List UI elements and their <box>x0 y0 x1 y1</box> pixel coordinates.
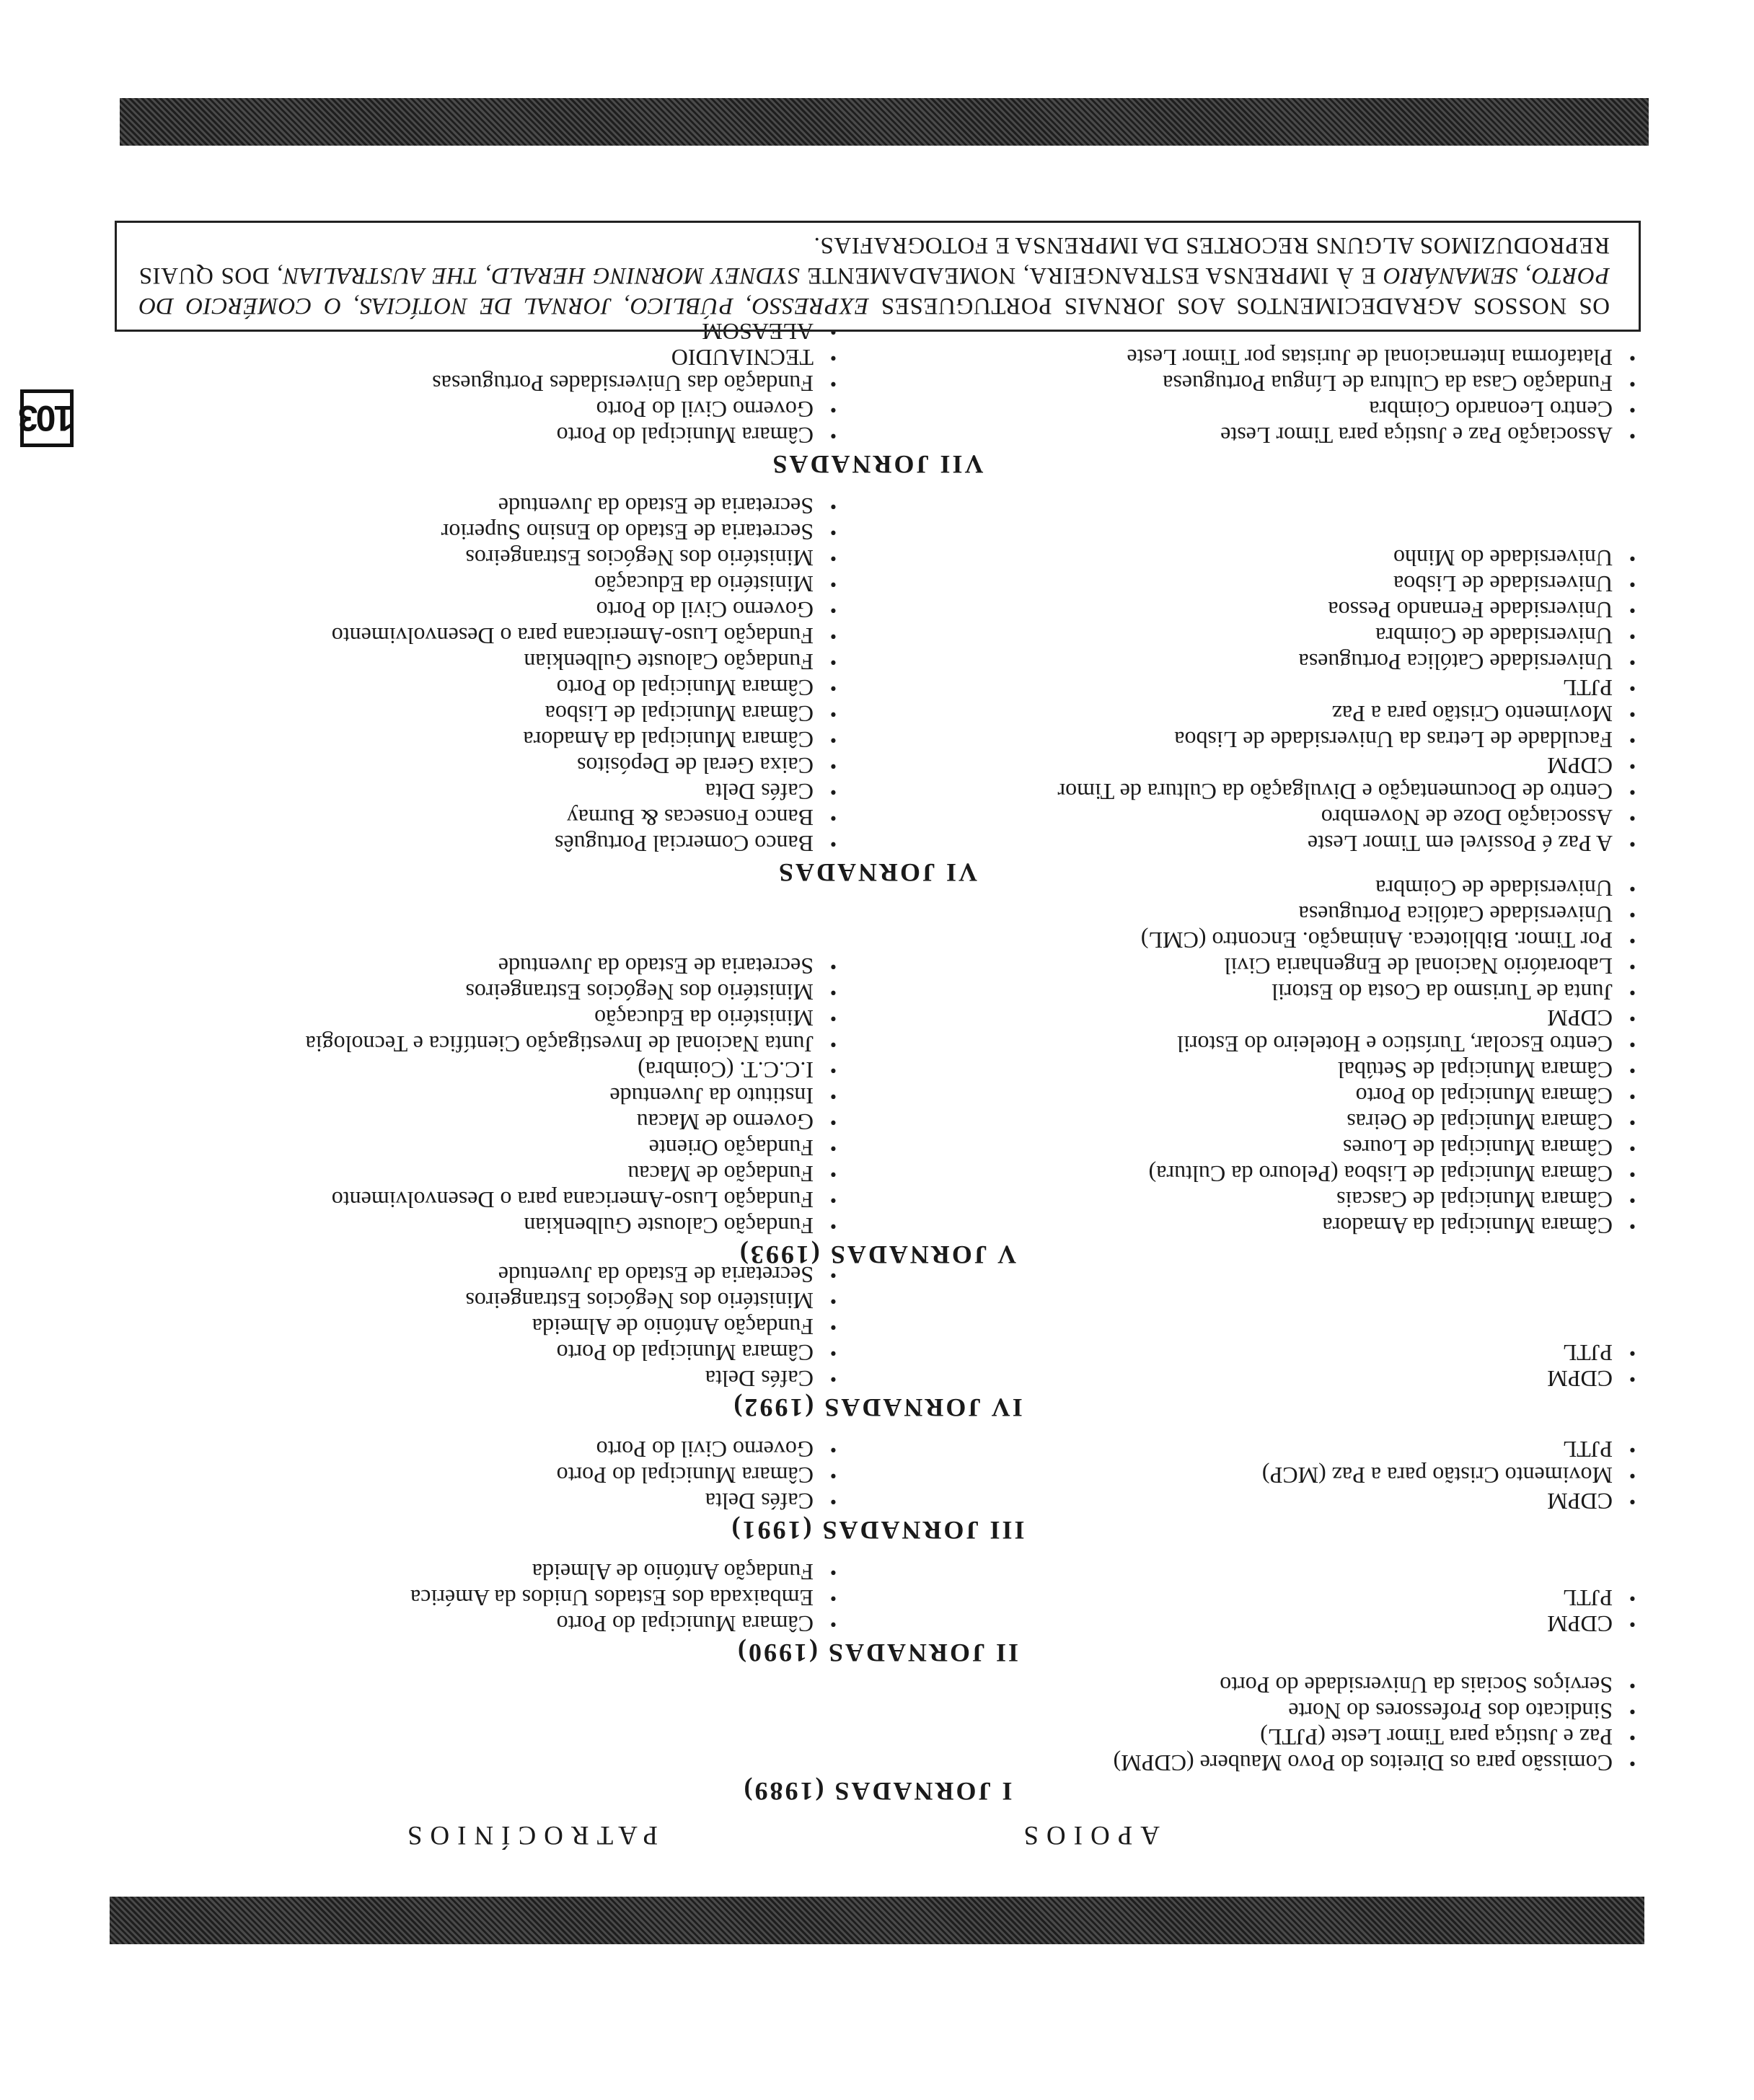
list-item: • Governo Civil do Porto <box>432 397 838 423</box>
list-item: • Caixa Geral de Depósitos <box>332 753 838 779</box>
apoios-list-vii <box>1127 345 1637 449</box>
section-title-ii: II JORNADAS (1990) <box>736 1638 1019 1667</box>
apoios-list-ii <box>1547 1585 1637 1637</box>
list-item: • Centro de Documentação e Divulgação da Cultura de Timor <box>1057 779 1637 805</box>
list-item: • Câmara Municipal do Porto <box>465 1340 838 1366</box>
list-item: • Câmara Municipal de Lisboa <box>332 701 838 727</box>
list-item: • Câmara Municipal de Oeiras <box>1141 1109 1637 1135</box>
patrocinios-list-ii <box>410 1559 838 1637</box>
list-item: • Plataforma Internacional de Juristas por Timor Leste <box>1127 345 1637 371</box>
patrocinios-list-iii <box>557 1437 838 1514</box>
list-item: • Sindicato dos Professores do Norte <box>1114 1698 1637 1724</box>
list-item: • Câmara Municipal do Porto <box>432 423 838 449</box>
list-item: • Câmara Municipal do Porto <box>1141 1083 1637 1109</box>
list-item: • Universidade Fernando Pessoa <box>1057 597 1637 623</box>
list-item: • Cafés Delta <box>557 1488 838 1514</box>
list-item: • Centro Escolar, Turístico e Hoteleiro do Estoril <box>1141 1031 1637 1057</box>
list-item: • Câmara Municipal da Amadora <box>1141 1213 1637 1239</box>
list-item: • Universidade Católica Portuguesa <box>1057 649 1637 675</box>
list-item: • Laboratório Nacional de Engenharia Civil <box>1141 953 1637 979</box>
list-item: • Paz e Justiça para Timor Leste (PJTL) <box>1114 1724 1637 1750</box>
list-item: • Fundação Calouste Gulbenkian <box>306 1213 838 1239</box>
patrocinios-list-vi <box>332 493 838 857</box>
list-item: • Fundação das Universidades Portuguesas <box>432 371 838 397</box>
list-item: • Cafés Delta <box>332 779 838 805</box>
list-item: • Secretaria de Estado do Ensino Superior <box>332 519 838 545</box>
list-item: • CDPM <box>1141 1005 1637 1031</box>
list-item: • TECNIAUDIO <box>432 345 838 371</box>
list-item: • Universidade de Coimbra <box>1057 623 1637 649</box>
list-item: • Movimento Cristão para a Paz (MCP) <box>1262 1462 1637 1488</box>
list-item: • Ministério dos Negócios Estrangeiros <box>332 545 838 571</box>
list-item: • Junta Nacional de Investigação Científica e Tecnologia <box>306 1031 838 1057</box>
section-title-i: I JORNADAS (1989) <box>741 1777 1013 1806</box>
apoios-list-iii <box>1262 1437 1637 1514</box>
list-item: • Fundação Casa da Cultura de Língua Portuguesa <box>1127 371 1637 397</box>
patrocinios-heading: PATROCÍNIOS <box>399 1820 658 1850</box>
list-item: • Fundação de Macau <box>306 1161 838 1187</box>
apoios-heading: APOIOS <box>1015 1820 1160 1850</box>
patrocinios-list-v <box>306 953 838 1239</box>
list-item: • Secretaria de Estado da Juventude <box>306 953 838 979</box>
list-item: • Universidade do Minho <box>1057 545 1637 571</box>
list-item: • Por Timor. Biblioteca. Animação. Encontro (CML) <box>1141 927 1637 953</box>
list-item: • Faculdade de Letras da Universidade de Lisboa <box>1057 727 1637 753</box>
list-item: • PJTL <box>1057 675 1637 701</box>
list-item: • Governo de Macau <box>306 1109 838 1135</box>
list-item: • Secretaria de Estado da Juventude <box>465 1262 838 1288</box>
page-number: 103 <box>20 389 74 447</box>
section-title-vii: VII JORNADAS <box>770 450 984 479</box>
list-item: • Instituto da Juventude <box>306 1083 838 1109</box>
list-item: • Comissão para os Direitos do Povo Maubere (CDPM) <box>1114 1750 1637 1776</box>
list-item: • Embaixada dos Estados Unidos da América <box>410 1585 838 1611</box>
list-item: • Junta de Turismo da Costa do Estoril <box>1141 979 1637 1005</box>
list-item: • Governo Civil do Porto <box>332 597 838 623</box>
list-item: • Ministério da Educação <box>306 1005 838 1031</box>
list-item: • CDPM <box>1262 1488 1637 1514</box>
list-item: • Cafés Delta <box>465 1366 838 1392</box>
list-item: • Câmara Municipal de Lisboa (Pelouro da Cultura) <box>1141 1161 1637 1187</box>
list-item: • PJTL <box>1547 1340 1637 1366</box>
apoios-list-vi <box>1057 545 1637 857</box>
ack-text-3: DOS QUAIS REPRODUZIMOS ALGUNS RECORTES DA IMPRENSA E FOTOGRAFIAS. <box>138 232 1610 288</box>
list-item: • Câmara Municipal da Amadora <box>332 727 838 753</box>
list-item: • Universidade de Coimbra <box>1141 875 1637 901</box>
apoios-list-i <box>1114 1672 1637 1776</box>
list-item: • Ministério dos Negócios Estrangeiros <box>465 1288 838 1314</box>
list-item: • Centro Leonardo Coimbra <box>1127 397 1637 423</box>
list-item: • Fundação Luso-Americana para o Desenvolvimento <box>306 1187 838 1213</box>
list-item: • CDPM <box>1547 1366 1637 1392</box>
list-item: • Serviços Sociais da Universidade do Porto <box>1114 1672 1637 1698</box>
list-item: • Ministério da Educação <box>332 571 838 597</box>
list-item: • Câmara Municipal do Porto <box>332 675 838 701</box>
list-item: • Universidade de Lisboa <box>1057 571 1637 597</box>
list-item: • Câmara Municipal do Porto <box>410 1611 838 1637</box>
list-item: • Banco Fonsecas & Burnay <box>332 805 838 831</box>
top-header-bar <box>110 1897 1644 1944</box>
section-title-vi: VI JORNADAS <box>776 858 978 887</box>
list-item: • Fundação Oriente <box>306 1135 838 1161</box>
list-item: • Câmara Municipal de Loures <box>1141 1135 1637 1161</box>
list-item: • ALEASOM <box>432 319 838 345</box>
ack-text-1: OS NOSSOS AGRADECIMENTOS AOS JORNAIS PORTUGUESES <box>868 293 1610 319</box>
list-item: • Ministério dos Negócios Estrangeiros <box>306 979 838 1005</box>
apoios-list-iv <box>1547 1340 1637 1392</box>
ack-newspapers-foreign: SYDNEY MORNING HERALD, THE AUSTRALIAN, <box>276 262 800 288</box>
list-item: • Câmara Municipal do Porto <box>557 1462 838 1488</box>
ack-newspapers-pt: EXPRESSO, PÚBLICO, JORNAL DE NOTÍCIAS, O COMÉRCIO DO PORTO, SEMANÁRIO <box>138 262 1610 319</box>
acknowledgement-box <box>115 221 1641 332</box>
list-item: • PJTL <box>1262 1437 1637 1462</box>
list-item: • Câmara Municipal de Setúbal <box>1141 1057 1637 1083</box>
apoios-list-v <box>1141 875 1637 1239</box>
list-item: • Secretaria de Estado da Juventude <box>332 493 838 519</box>
list-item: • Câmara Municipal de Cascais <box>1141 1187 1637 1213</box>
section-title-iii: III JORNADAS (1991) <box>729 1516 1025 1545</box>
list-item: • Fundação António de Almeida <box>465 1314 838 1340</box>
list-item: • Movimento Cristão para a Paz <box>1057 701 1637 727</box>
patrocinios-list-vii <box>432 319 838 449</box>
patrocinios-list-iv <box>465 1262 838 1392</box>
list-item: • Universidade Católica Portuguesa <box>1141 901 1637 927</box>
list-item: • Fundação António de Almeida <box>410 1559 838 1585</box>
list-item: • CDPM <box>1057 753 1637 779</box>
list-item: • Associação Doze de Novembro <box>1057 805 1637 831</box>
list-item: • Associação Paz e Justiça para Timor Leste <box>1127 423 1637 449</box>
section-title-v: V JORNADAS (1993) <box>737 1240 1017 1269</box>
list-item: • Fundação Calouste Gulbenkian <box>332 649 838 675</box>
list-item: • A Paz é Possível em Timor Leste <box>1057 831 1637 857</box>
list-item: • Governo Civil do Porto <box>557 1437 838 1462</box>
ack-text-2: E À IMPRENSA ESTRANGEIRA, NOMEADAMENTE <box>799 262 1383 288</box>
list-item: • Banco Comercial Português <box>332 831 838 857</box>
list-item: • I.C.C.T. (Coimbra) <box>306 1057 838 1083</box>
list-item: • CDPM <box>1547 1611 1637 1637</box>
list-item: • PJTL <box>1547 1585 1637 1611</box>
bottom-footer-bar <box>120 98 1649 146</box>
section-title-iv: IV JORNADAS (1992) <box>731 1393 1023 1422</box>
list-item: • Fundação Luso-Americana para o Desenvolvimento <box>332 623 838 649</box>
